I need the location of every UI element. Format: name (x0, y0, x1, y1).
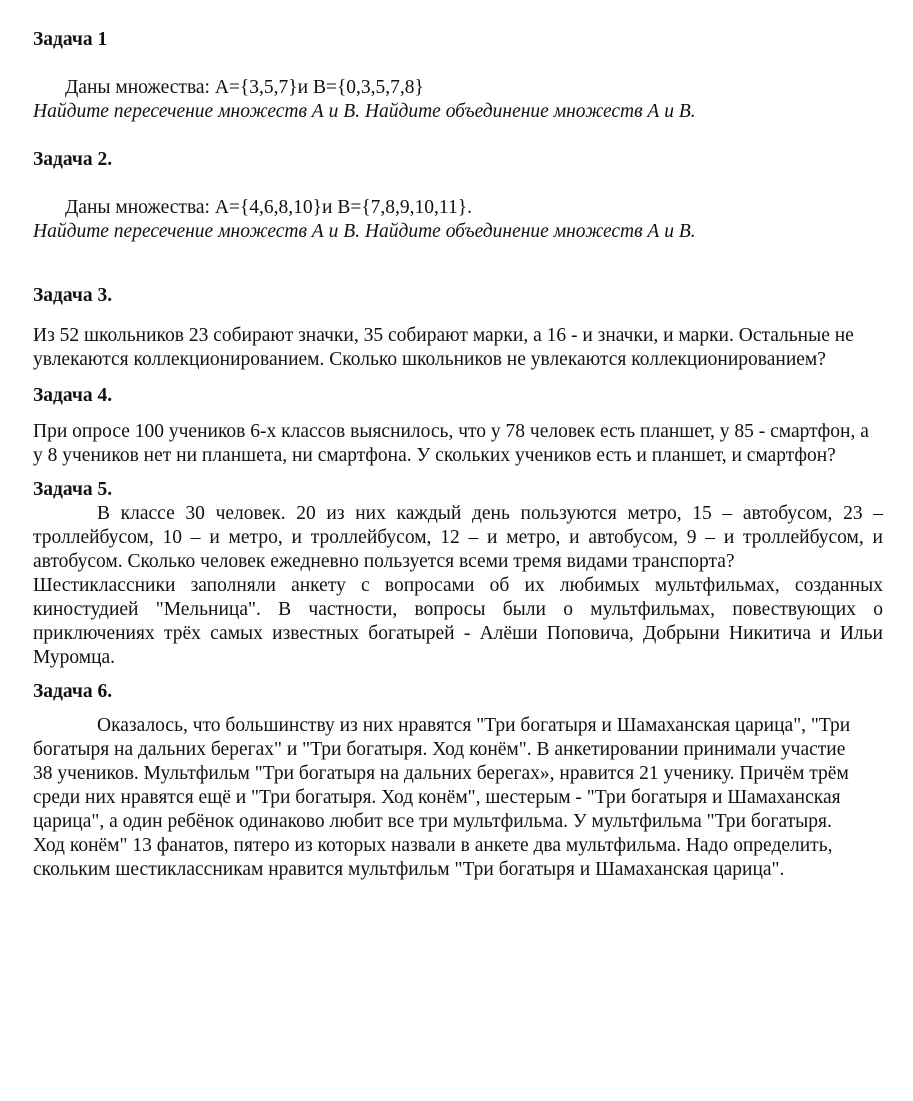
task-5-text-continued: Шестиклассники заполняли анкету с вопросами об их любимых мультфильмах, созданных киностудией "Мельница". В частности, вопросы были о мультфильмах, повествующих о приключениях трёх самых известных богатырей - Алёши Поповича, Добрыни Никитича и Ильи Муромца. (33, 575, 883, 668)
task-1-sets: Даны множества: А={3,5,7}и В={0,3,5,7,8} (65, 77, 424, 98)
task-4-title: Задача 4. (33, 385, 113, 406)
task-6-title: Задача 6. (33, 681, 113, 702)
task-2-title: Задача 2. (33, 149, 113, 170)
task-3-title: Задача 3. (33, 285, 113, 306)
task-1-question: Найдите пересечение множеств А и В. Найдите объединение множеств А и В. (33, 101, 696, 122)
task-5-title: Задача 5. (33, 479, 113, 500)
task-3-text: Из 52 школьников 23 собирают значки, 35 собирают марки, а 16 - и значки, и марки. Остальные не увлекаются коллекционированием. Сколько школьников не увлекаются коллекционированием? (33, 325, 854, 370)
task-1-title: Задача 1 (33, 29, 108, 50)
task-5-text: В классе 30 человек. 20 из них каждый день пользуются метро, 15 – автобусом, 23 – троллейбусом, 10 – и метро, и троллейбусом, 12 – и метро, и автобусом, 9 – и троллейбусом, и автобусом. Сколько человек ежедневно пользуется всеми тремя видами транспорта? (33, 503, 883, 572)
task-2-sets: Даны множества: А={4,6,8,10}и В={7,8,9,10,11}. (65, 197, 472, 218)
task-6-text: Оказалось, что большинству из них нравятся "Три богатыря и Шамаханская царица", "Три богатыря на дальних берегах" и "Три богатыря. Ход конём". В анкетировании принимали участие 38 учеников. Мультфильм "Три богатыря на дальних берегах», нравится 21 ученику. Причём трём среди них нравятся ещё и "Три богатыря. Ход конём", шестерым - "Три богатыря и Шамаханская царица", а один ребёнок одинаково любит все три мультфильма. У мультфильма "Три богатыря. Ход конём" 13 фанатов, пятеро из которых назвали в анкете два мультфильма. Надо определить, скольким шестиклассникам нравится мультфильм "Три богатыря и Шамаханская царица". (33, 715, 851, 880)
task-2-question: Найдите пересечение множеств А и В. Найдите объединение множеств А и В. (33, 221, 696, 242)
document-page (33, 28, 883, 882)
task-4-text: При опросе 100 учеников 6-х классов выяснилось, что у 78 человек есть планшет, у 85 - смартфон, а у 8 учеников нет ни планшета, ни смартфона. У скольких учеников есть и планшет, и смартфон? (33, 421, 869, 466)
